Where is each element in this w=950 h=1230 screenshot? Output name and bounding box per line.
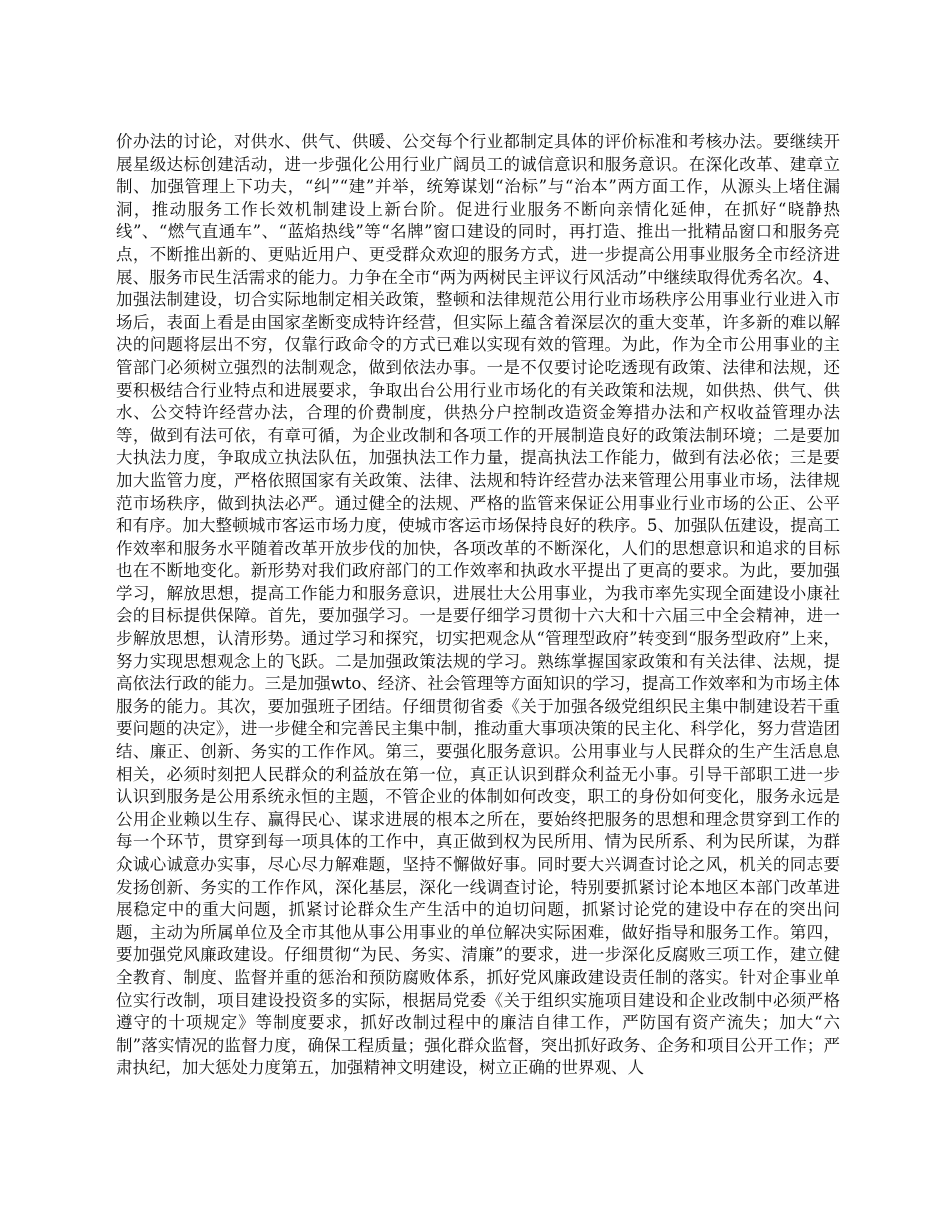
body-text: 价办法的讨论，对供水、供气、供暖、公交每个行业都制定具体的评价标准和考核办法。要继续开展星级达标创建活动，进一步强化公用行业广阔员工的诚信意识和服务意识。在深化改革、建章立制、加强管理上下功夫，“纠”“建”并举，统筹谋划“治标”与“治本”两方面工作，从源头上堵住漏洞，推动服务工作长效机制建设上新台阶。促进行业服务不断向亲情化延伸，在抓好“晓静热线”、“燃气直通车”、“蓝焰热线”等“名牌”窗口建设的同时，再打造、推出一批精品窗口和服务亮点，不断推出新的、更贴近用户、更受群众欢迎的服务方式，进一步提高公用事业服务全市经济进展、服务市民生活需求的能力。力争在全市“两为两树民主评议行风活动”中继续取得优秀名次。4、加强法制建设，切合实际地制定相关政策，整顿和法律规范公用行业市场秩序公用事业行业进入市场后，表面上看是由国家垄断变成特许经营，但实际上蕴含着深层次的重大变革，许多新的难以解决的问题将层出不穷，仅靠行政命令的方式已难以实现有效的管理。为此，作为全市公用事业的主管部门必须树立强烈的法制观念，做到依法办事。一是不仅要讨论吃透现有政策、法律和法规，还要积极结合行业特点和进展要求，争取出台公用行业市场化的有关政策和法规，如供热、供气、供水、公交特许经营办法，合理的价费制度，供热分户控制改造资金筹措办法和产权收益管理办法等，做到有法可依，有章可循，为企业改制和各项工作的开展制造良好的政策法制环境；二是要加大执法力度，争取成立执法队伍，加强执法工作力量，提高执法工作能力，做到有法必依；三是要加大监管力度，严格依照国家有关政策、法律、法规和特许经营办法来管理公用事业市场，法律规范市场秩序，做到执法必严。通过健全的法规、严格的监管来保证公用事业行业市场的公正、公平和有序。加大整顿城市客运市场力度，使城市客运市场保持良好的秩序。5、加强队伍建设，提高工作效率和服务水平随着改革开放步伐的加快，各项改革的不断深化，人们的思想意识和追求的目标也在不断地变化。新形势对我们政府部门的工作效率和执政水平提出了更高的要求。为此，要加强学习，解放思想，提高工作能力和服务意识，进展壮大公用事业，为我市率先实现全面建设小康社会的目标提供保障。首先，要加强学习。一是要仔细学习贯彻十六大和十六届三中全会精神，进一步解放思想，认清形势。通过学习和探究，切实把观念从“管理型政府”转变到“服务型政府”上来，努力实现思想观念上的飞跃。二是加强政策法规的学习。熟练掌握国家政策和有关法律、法规，提高依法行政的能力。三是加强wto、经济、社会管理等方面知识的学习，提高工作效率和为市场主体服务的能力。其次，要加强班子团结。仔细贯彻省委《关于加强各级党组织民主集中制建设若干重要问题的决定》，进一步健全和完善民主集中制，推动重大事项决策的民主化、科学化，努力营造团结、廉正、创新、务实的工作作风。第三，要强化服务意识。公用事业与人民群众的生产生活息息相关，必须时刻把人民群众的利益放在第一位，真正认识到群众利益无小事。引导干部职工进一步认识到服务是公用系统永恒的主题，不管企业的体制如何改变，职工的身份如何变化，服务永远是公用企业赖以生存、赢得民心、谋求进展的根本之所在，要始终把服务的思想和理念贯穿到工作的每一个环节，贯穿到每一项具体的工作中，真正做到权为民所用、情为民所系、利为民所谋，为群众诚心诚意办实事，尽心尽力解难题，坚持不懈做好事。同时要大兴调查讨论之风，机关的同志要发扬创新、务实的工作作风，深化基层，深化一线调查讨论，特别要抓紧讨论本地区本部门改革进展稳定中的重大问题，抓紧讨论群众生产生活中的迫切问题，抓紧讨论党的建设中存在的突出问题，主动为所属单位及全市其他从事公用事业的单位解决实际困难，做好指导和服务工作。第四，要加强党风廉政建设。仔细贯彻“为民、务实、清廉”的要求，进一步深化反腐败三项工作，建立健全教育、制度、监督并重的惩治和预防腐败体系，抓好党风廉政建设责任制的落实。针对企事业单位实行改制，项目建设投资多的实际，根据局党委《关于组织实施项目建设和企业改制中必须严格遵守的十项规定》等制度要求，抓好改制过程中的廉洁自律工作，严防国有资产流失；加大“六制”落实情况的监督力度，确保工程质量；强化群众监督，突出抓好政务、企务和项目公开工作；严肃执纪，加大惩处力度第五，加强精神文明建设，树立正确的世界观、人 bbox=[116, 132, 840, 1078]
